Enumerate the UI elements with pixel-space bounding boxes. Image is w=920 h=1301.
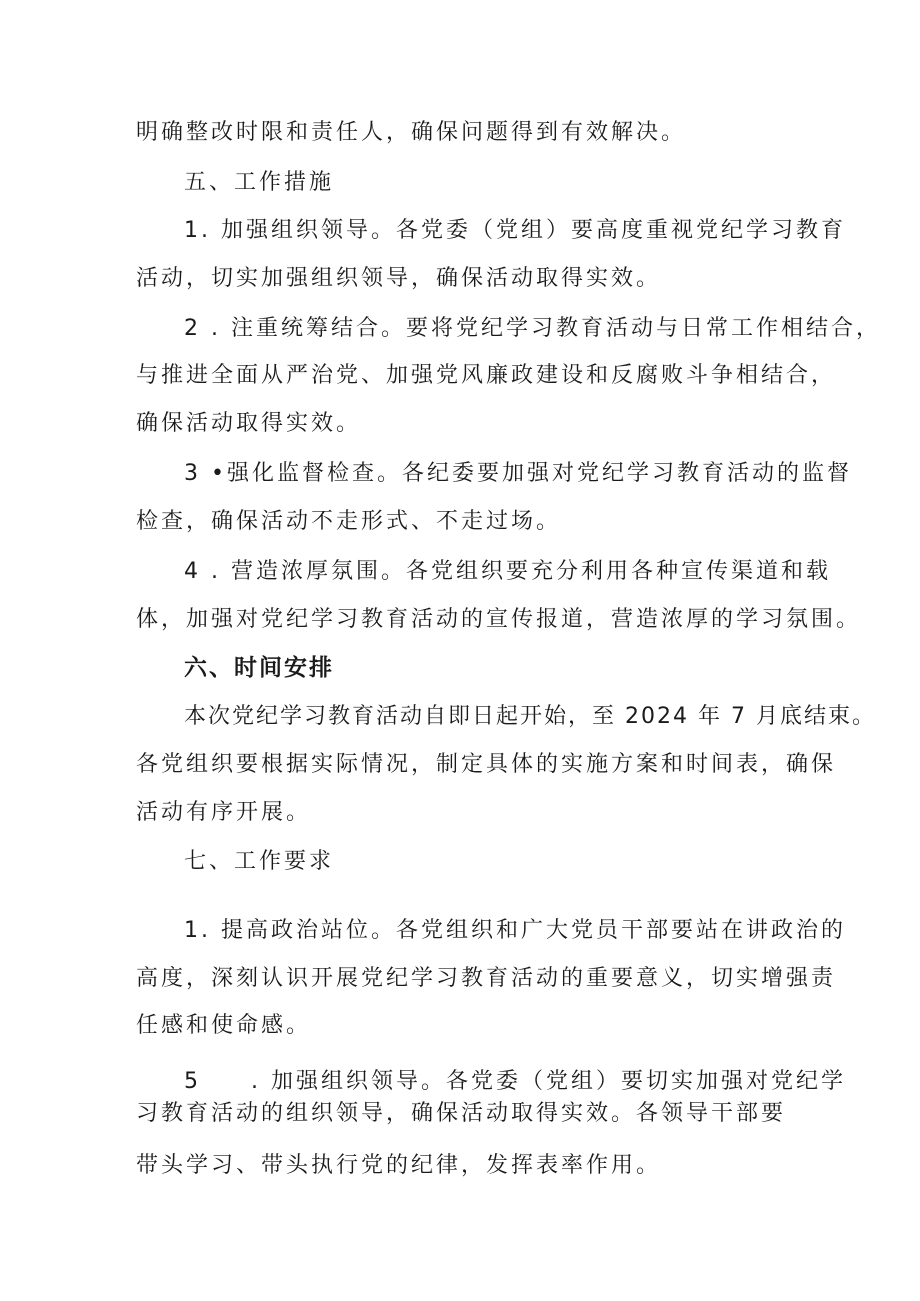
paragraph-line: 1. 提高政治站位。各党组织和广大党员干部要站在讲政治的 bbox=[184, 918, 846, 943]
paragraph-line: 各党组织要根据实际情况，制定具体的实施方案和时间表，确保 bbox=[136, 752, 837, 777]
paragraph-line: 习教育活动的组织领导，确保活动取得实效。各领导干部要 bbox=[136, 1101, 787, 1126]
paragraph-line: 与推进全面从严治党、加强党风廉政建设和反腐败斗争相结合， bbox=[136, 363, 837, 388]
paragraph-line: 高度，深刻认识开展党纪学习教育活动的重要意义，切实增强责 bbox=[136, 966, 837, 991]
paragraph-line: 3 •强化监督检查。各纪委要加强对党纪学习教育活动的监督 bbox=[184, 461, 852, 486]
paragraph-line: 带头学习、带头执行党的纪律，发挥表率作用。 bbox=[136, 1153, 662, 1178]
paragraph-line: 1. 加强组织领导。各党委（党组）要高度重视党纪学习教育 bbox=[184, 218, 846, 243]
section-heading: 六、时间安排 bbox=[184, 655, 334, 681]
paragraph-line: 4 . 营造浓厚氛围。各党组织要充分利用各种宣传渠道和载 bbox=[184, 559, 831, 584]
paragraph-line: 2 . 注重统筹结合。要将党纪学习教育活动与日常工作相结合， bbox=[184, 316, 881, 341]
paragraph-line: 本次党纪学习教育活动自即日起开始，至 2024 年 7 月底结束。 bbox=[184, 704, 876, 729]
paragraph-line: 任感和使命感。 bbox=[136, 1013, 312, 1038]
paragraph-line: 检查，确保活动不走形式、不走过场。 bbox=[136, 509, 562, 534]
paragraph-line: 5 . 加强组织领导。各党委（党组）要切实加强对党纪学 bbox=[184, 1069, 846, 1094]
paragraph-line: 活动，切实加强组织领导，确保活动取得实效。 bbox=[136, 266, 662, 291]
paragraph-line: 确保活动取得实效。 bbox=[136, 411, 362, 436]
section-heading: 七、工作要求 bbox=[184, 849, 335, 874]
paragraph-line: 明确整改时限和责任人，确保问题得到有效解决。 bbox=[136, 120, 687, 145]
section-heading: 五、工作措施 bbox=[184, 170, 335, 195]
paragraph-line: 体，加强对党纪学习教育活动的宣传报道，营造浓厚的学习氛围。 bbox=[136, 607, 862, 632]
paragraph-line: 活动有序开展。 bbox=[136, 800, 312, 825]
